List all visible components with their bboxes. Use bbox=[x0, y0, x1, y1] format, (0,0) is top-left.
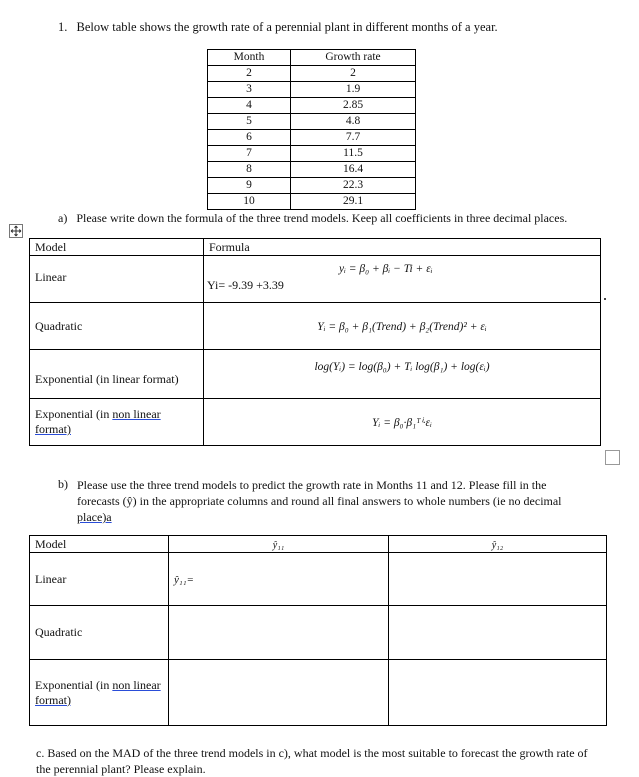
table-row bbox=[30, 553, 607, 606]
rate-cell: 29.1 bbox=[291, 194, 416, 210]
part-a-text bbox=[58, 211, 567, 226]
header-model: Model bbox=[30, 239, 204, 256]
header-y11: ŷ₁₁ bbox=[169, 536, 389, 553]
model-linear-label[interactable]: Linear bbox=[30, 256, 204, 303]
table-row bbox=[208, 162, 416, 178]
table-row bbox=[208, 130, 416, 146]
rate-cell: 2 bbox=[291, 66, 416, 82]
month-cell: 3 bbox=[208, 82, 291, 98]
part-a-prompt: Please write down the formula of the three trend models. Keep all coefficients in three decimal places. bbox=[76, 211, 568, 225]
rate-cell: 16.4 bbox=[291, 162, 416, 178]
linear-answer: Yi= -9.39 +3.39 bbox=[207, 278, 284, 292]
label-part-underlined: non linear bbox=[112, 407, 161, 421]
header-model: Model bbox=[30, 536, 169, 553]
rate-cell: 1.9 bbox=[291, 82, 416, 98]
quadratic-y12-cell[interactable] bbox=[389, 606, 607, 660]
part-c-line: c. Based on the MAD of the three trend models in c), what model is the most suitable to forecast the growth rate of bbox=[36, 746, 588, 760]
rate-cell: 2.85 bbox=[291, 98, 416, 114]
table-header-row bbox=[30, 536, 607, 553]
model-exponential-linear-label[interactable]: Exponential (in linear format) bbox=[30, 350, 204, 399]
quadratic-formula: Yᵢ = β₀ + β₁(Trend) + β₂(Trend)² + εᵢ bbox=[317, 320, 487, 333]
month-cell: 8 bbox=[208, 162, 291, 178]
header-month: Month bbox=[208, 50, 291, 66]
question-number: 1. bbox=[58, 20, 68, 34]
part-b-line: forecasts (ŷ) in the appropriate columns and round all final answers to whole numbers (ie no decimal bbox=[77, 494, 562, 508]
growth-rate-table bbox=[207, 49, 416, 210]
month-cell: 4 bbox=[208, 98, 291, 114]
table-row bbox=[208, 114, 416, 130]
table-header-row bbox=[208, 50, 416, 66]
quadratic-y11-cell[interactable] bbox=[169, 606, 389, 660]
label-part-underlined: format) bbox=[35, 422, 71, 436]
linear-formula-cell[interactable] bbox=[204, 256, 601, 303]
month-cell: 10 bbox=[208, 194, 291, 210]
exponential-nonlinear-formula: Yᵢ = β₀·β₁ᵀⁱ·εᵢ bbox=[372, 416, 432, 429]
table-row bbox=[208, 146, 416, 162]
part-a-label: a) bbox=[58, 211, 68, 225]
month-cell: 6 bbox=[208, 130, 291, 146]
end-of-row-mark bbox=[604, 298, 606, 300]
table-row bbox=[30, 606, 607, 660]
table-row bbox=[30, 350, 601, 399]
table-row bbox=[30, 256, 601, 303]
table-row bbox=[208, 194, 416, 210]
table-resize-handle[interactable] bbox=[605, 450, 620, 465]
month-cell: 9 bbox=[208, 178, 291, 194]
part-c-prompt bbox=[36, 745, 588, 777]
model-quadratic-label[interactable]: Quadratic bbox=[30, 303, 204, 350]
table-header-row bbox=[30, 239, 601, 256]
model-exponential-label bbox=[30, 660, 169, 726]
table-row bbox=[208, 82, 416, 98]
label-part-underlined: format) bbox=[35, 692, 71, 707]
month-cell: 5 bbox=[208, 114, 291, 130]
linear-formula: yᵢ = β₀ + βᵢ − Ti + εᵢ bbox=[339, 263, 433, 275]
table-row bbox=[30, 660, 607, 726]
table-row bbox=[30, 399, 601, 446]
table-move-handle[interactable] bbox=[9, 224, 23, 238]
quadratic-formula-cell[interactable] bbox=[204, 303, 601, 350]
rate-cell: 4.8 bbox=[291, 114, 416, 130]
rate-cell: 7.7 bbox=[291, 130, 416, 146]
rate-cell: 11.5 bbox=[291, 146, 416, 162]
part-c-line: the perennial plant? Please explain. bbox=[36, 762, 206, 776]
trend-models-table bbox=[29, 238, 601, 446]
table-row bbox=[30, 303, 601, 350]
forecast-table bbox=[29, 535, 607, 726]
exponential-y12-cell[interactable] bbox=[389, 660, 607, 726]
month-cell: 2 bbox=[208, 66, 291, 82]
rate-cell: 22.3 bbox=[291, 178, 416, 194]
part-b-prompt bbox=[77, 477, 589, 525]
question-prompt: Below table shows the growth rate of a perennial plant in different months of a year. bbox=[76, 20, 498, 34]
header-growth-rate: Growth rate bbox=[291, 50, 416, 66]
part-b-label: b) bbox=[58, 477, 68, 491]
month-cell: 7 bbox=[208, 146, 291, 162]
label-part: Exponential (in bbox=[35, 407, 113, 421]
part-b-line: Please use the three trend models to predict the growth rate in Months 11 and 12. Please fill in the bbox=[77, 478, 547, 492]
label-part-underlined: non linear bbox=[112, 677, 161, 692]
exponential-nonlinear-formula-cell[interactable] bbox=[204, 399, 601, 446]
linear-y11-cell[interactable] bbox=[169, 553, 389, 606]
model-exponential-nonlinear-label[interactable] bbox=[30, 399, 204, 446]
table-row bbox=[208, 178, 416, 194]
table-row bbox=[208, 66, 416, 82]
question-1-text bbox=[58, 20, 498, 35]
part-b-line: place)a bbox=[77, 510, 112, 524]
model-linear-label: Linear bbox=[30, 553, 169, 606]
exponential-linear-formula-cell[interactable] bbox=[204, 350, 601, 399]
label-part: Exponential (in bbox=[35, 677, 113, 692]
table-row bbox=[208, 98, 416, 114]
exponential-linear-formula: log(Yᵢ) = log(β₀) + Tᵢ log(β₁) + log(εᵢ) bbox=[314, 361, 490, 373]
exponential-y11-cell[interactable] bbox=[169, 660, 389, 726]
linear-y11-label: ŷ₁₁= bbox=[174, 573, 194, 586]
header-formula: Formula bbox=[204, 239, 601, 256]
header-y12: ŷ₁₂ bbox=[389, 536, 607, 553]
move-arrows-icon bbox=[10, 225, 22, 237]
model-quadratic-label: Quadratic bbox=[30, 606, 169, 660]
linear-y12-cell[interactable] bbox=[389, 553, 607, 606]
